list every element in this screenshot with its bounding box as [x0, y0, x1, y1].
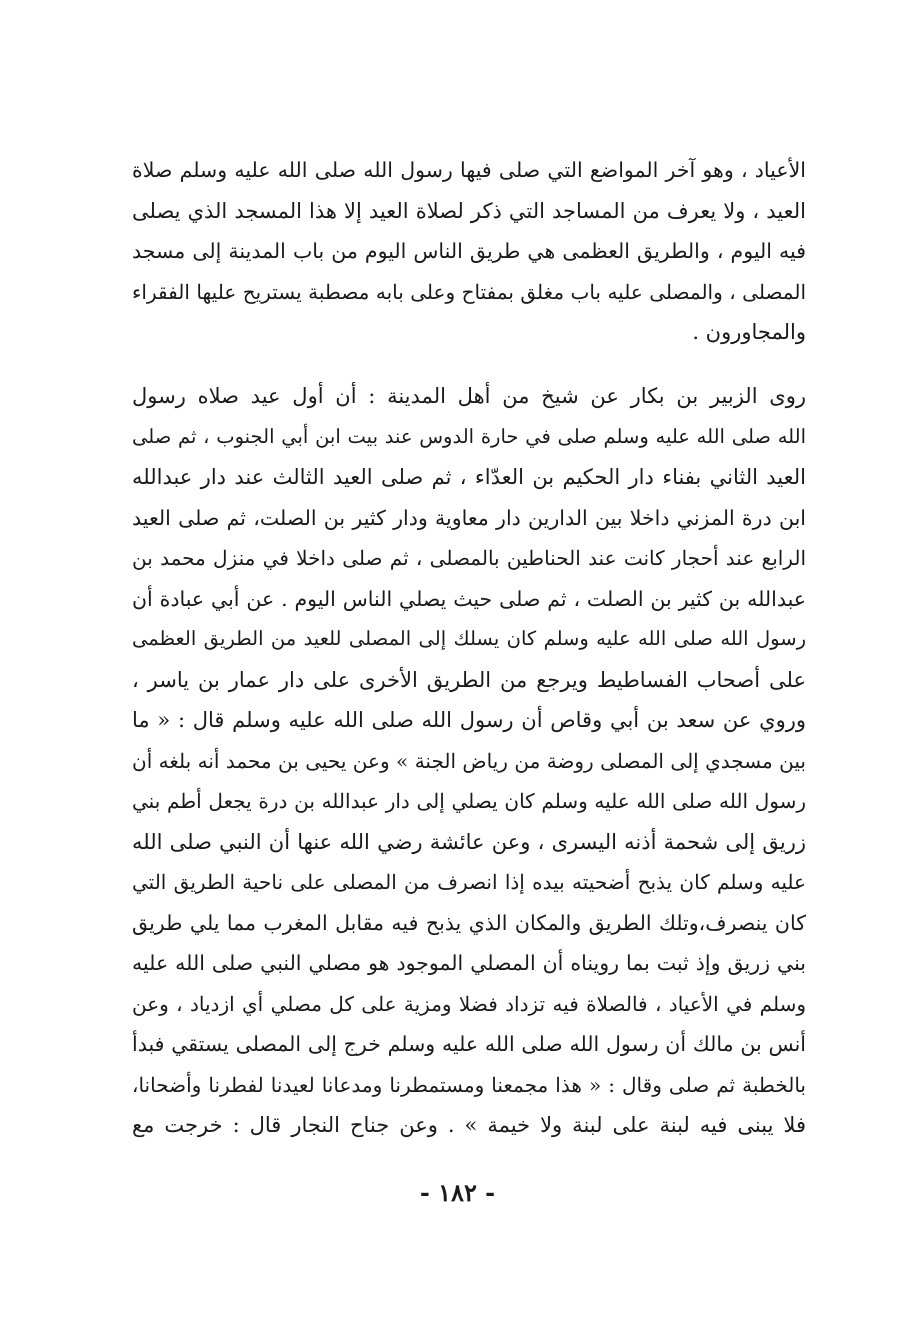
paragraph-1 [132, 150, 806, 353]
text-line: بالخطبة ثم صلى وقال : « هذا مجمعنا ومستمطرنا ومدعانا لعيدنا لفطرنا وأضحانا، [132, 1072, 806, 1097]
text-line: عبدالله بن كثير بن الصلت ، ثم صلى حيث يصلي الناس اليوم . عن أبي عبادة أن [132, 586, 806, 611]
text-line: على أصحاب الفساطيط ويرجع من الطريق الأخرى على دار عمار بن ياسر ، [132, 667, 806, 692]
text-line: عليه وسلم كان يذبح أضحيته بيده إذا انصرف من المصلى على ناحية الطريق التي [132, 870, 806, 894]
text-line: كان ينصرف،وتلك الطريق والمكان الذي يذبح فيه مقابل المغرب مما يلي طريق [132, 910, 806, 935]
text-line: الرابع عند أحجار كانت عند الحناطين بالمصلى ، ثم صلى داخلا في منزل محمد بن [132, 546, 806, 570]
text-line: فلا يبنى فيه لبنة على لبنة ولا خيمة » . وعن جناح النجار قال : خرجت مع [132, 1113, 806, 1137]
text-line: بين مسجدي إلى المصلى روضة من رياض الجنة » وعن يحيى بن محمد أنه بلغه أن [132, 748, 806, 773]
paragraph-2 [132, 376, 806, 1146]
text-line: الله صلى الله عليه وسلم صلى في حارة الدوس عند بيت ابن أبي الجنوب ، ثم صلى [132, 424, 806, 448]
text-line: العيد الثاني بفناء دار الحكيم بن العدّاء ، ثم صلى العيد الثالث عند دار عبدالله [132, 465, 806, 489]
text-line: زريق إلى شحمة أذنه اليسرى ، وعن عائشة رضي الله عنها أن النبي صلى الله [132, 829, 806, 854]
text-line: فيه اليوم ، والطريق العظمى هي طريق الناس اليوم من باب المدينة إلى مسجد [132, 239, 806, 263]
text-line: العيد ، ولا يعرف من المساجد التي ذكر لصلاة العيد إلا هذا المسجد الذي يصلى [132, 198, 806, 223]
text-line: المصلى ، والمصلى عليه باب مغلق بمفتاح وعلى بابه مصطبة يستريح عليها الفقراء [132, 279, 806, 304]
text-line: بني زريق وإذ ثبت بما رويناه أن المصلي الموجود هو مصلي النبي صلى الله عليه [132, 951, 806, 975]
text-line: والمجاورون . [692, 320, 806, 344]
text-line: وسلم في الأعياد ، فالصلاة فيه تزداد فضلا ومزية على كل مصلي أي ازدياد ، وعن [132, 991, 806, 1016]
page-number: - ١٨٢ - [419, 1178, 496, 1207]
text-line: رسول الله صلى الله عليه وسلم كان يسلك إلى المصلى للعيد من الطريق العظمى [132, 627, 806, 650]
text-line: روى الزبير بن بكار عن شيخ من أهل المدينة : أن أول عيد صلاه رسول [132, 384, 806, 408]
text-line: وروي عن سعد بن أبي وقاص أن رسول الله صلى الله عليه وسلم قال : « ما [132, 708, 806, 732]
text-line: أنس بن مالك أن رسول الله صلى الله عليه وسلم خرج إلى المصلى يستقي فبدأ [132, 1032, 806, 1056]
text-line: الأعياد ، وهو آخر المواضع التي صلى فيها رسول الله صلى الله عليه وسلم صلاة [132, 158, 806, 182]
text-line: رسول الله صلى الله عليه وسلم كان يصلي إلى دار عبدالله بن درة يجعل أطم بني [132, 789, 806, 813]
text-line: ابن درة المزني داخلا بين الدارين دار معاوية ودار كثير بن الصلت، ثم صلى العيد [132, 505, 806, 530]
